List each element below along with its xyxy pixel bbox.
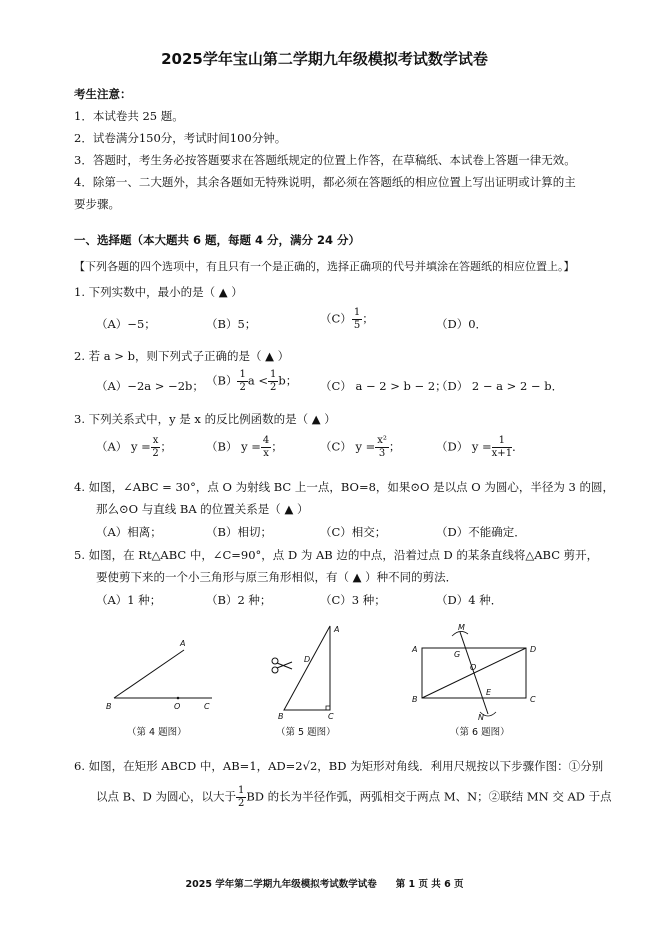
figure-6-caption: （第 6 题图） (450, 727, 510, 738)
line-mn (460, 632, 488, 714)
question-2-stem: 2. 若 a > b，则下列式子正确的是（ ▲ ） (74, 349, 290, 363)
label-d: D (530, 645, 537, 654)
q2-option-a: （A）−2a > −2b； (96, 379, 204, 393)
q4-option-d: （D）不能确定． (436, 525, 526, 539)
page-title: 2025学年宝山第二学期九年级模拟考试数学试卷 (161, 50, 488, 68)
question-6-line2: 以点 B、D 为圆心，以大于 $\frac{1}{2}$ BD 的长为半径作弧，两弧相交于两点 M、N；②联结 MN 交 AD 于点 (96, 785, 612, 809)
q2-option-b: （B） $\frac{1}{2}$ a < $\frac{1}{2}$ b； (206, 369, 298, 393)
figure-5-caption: （第 5 题图） (276, 727, 336, 738)
notice-item: 要步骤。 (74, 197, 120, 211)
label-b: B (278, 712, 284, 721)
q1-option-d: （D）0． (436, 317, 488, 331)
notice-item: 4．除第一、二大题外，其余各题如无特殊说明，都必须在答题纸的相应位置上写出证明或计算的主 (74, 175, 576, 189)
right-angle-mark (326, 706, 330, 710)
notice-item: 1．本试卷共 25 题。 (74, 109, 184, 123)
figure-4-diagram (100, 632, 220, 716)
notice-item: 2．试卷满分150分，考试时间100分钟。 (74, 131, 287, 145)
label-c: C (530, 695, 536, 704)
label-c: C (204, 702, 210, 711)
q3-option-c: （C） y = $\frac{\text{x²}}{3}$ ； (320, 435, 401, 459)
label-n: N (478, 713, 484, 722)
q1-option-b: （B）5； (206, 317, 257, 331)
scissors-icon (272, 658, 292, 673)
label-a: A (180, 639, 186, 648)
ray-ba (114, 650, 184, 698)
label-a: A (334, 625, 340, 634)
q3-option-d: （D） y = $\frac{1}{x+1}$ ． (436, 435, 524, 459)
figure-4-caption: （第 4 题图） (127, 727, 187, 738)
label-b: B (412, 695, 418, 704)
q1-option-c: （C） $\frac{1}{5}$ ； (320, 307, 374, 331)
label-d: D (304, 655, 311, 664)
q4-option-b: （B）相切； (206, 525, 272, 539)
label-o: O (470, 663, 477, 672)
q3-option-b: （B） y = $\frac{4}{x}$ ； (206, 435, 283, 459)
figure-6-diagram (406, 620, 546, 724)
question-4-line1: 4. 如图，∠ABC = 30°，点 O 为射线 BC 上一点，BO=8，如果⊙O 是以点 O 为圆心，半径为 3 的圆， (74, 480, 615, 494)
figure-5-diagram (266, 620, 356, 724)
q4-option-a: （A）相离； (96, 525, 162, 539)
triangle-abc (284, 626, 330, 710)
q5-option-a: （A）1 种； (96, 593, 162, 607)
q5-option-c: （C）3 种； (320, 593, 386, 607)
point-o (177, 697, 180, 700)
q1-option-a: （A）−5； (96, 317, 156, 331)
q2-option-c: （C） a − 2 > b − 2； (320, 379, 447, 393)
question-3-stem: 3. 下列关系式中，y 是 x 的反比例函数的是（ ▲ ） (74, 412, 336, 426)
q3-option-a: （A） y = $\frac{x}{2}$ ； (96, 435, 172, 459)
label-a: A (412, 645, 418, 654)
page-footer: 2025 学年第二学期九年级模拟考试数学试卷 第 1 页 共 6 页 (185, 879, 464, 890)
label-e: E (486, 688, 492, 697)
question-6-line1: 6. 如图，在矩形 ABCD 中，AB=1，AD=2√2，BD 为矩形对角线．利用尺规按以下步骤作图：①分别 (74, 759, 604, 773)
label-b: B (106, 702, 112, 711)
section-instruction: 【下列各题的四个选项中，有且只有一个是正确的，选择正确项的代号并填涂在答题纸的相应位置上。】 (74, 260, 575, 273)
label-o: O (174, 702, 181, 711)
q4-option-c: （C）相交； (320, 525, 387, 539)
q2-option-d: （D） 2 − a > 2 − b． (436, 379, 564, 393)
label-m: M (458, 623, 465, 632)
question-1-stem: 1. 下列实数中，最小的是（ ▲ ） (74, 285, 243, 299)
question-4-line2: 那么⊙O 与直线 BA 的位置关系是（ ▲ ） (96, 502, 309, 516)
notice-heading: 考生注意： (74, 87, 132, 101)
question-5-line1: 5. 如图，在 Rt△ABC 中，∠C=90°，点 D 为 AB 边的中点，沿着过点 D 的某条直线将△ABC 剪开， (74, 548, 599, 562)
section-heading: 一、选择题（本大题共 6 题，每题 4 分，满分 24 分） (74, 233, 361, 247)
q5-option-d: （D）4 种． (436, 593, 503, 607)
label-c: C (328, 712, 334, 721)
label-g: G (454, 650, 461, 659)
question-5-line2: 要使剪下来的一个小三角形与原三角形相似，有（ ▲ ）种不同的剪法． (96, 570, 458, 584)
notice-item: 3．答题时，考生务必按答题要求在答题纸规定的位置上作答，在草稿纸、本试卷上答题一律无效。 (74, 153, 576, 167)
q5-option-b: （B）2 种； (206, 593, 272, 607)
